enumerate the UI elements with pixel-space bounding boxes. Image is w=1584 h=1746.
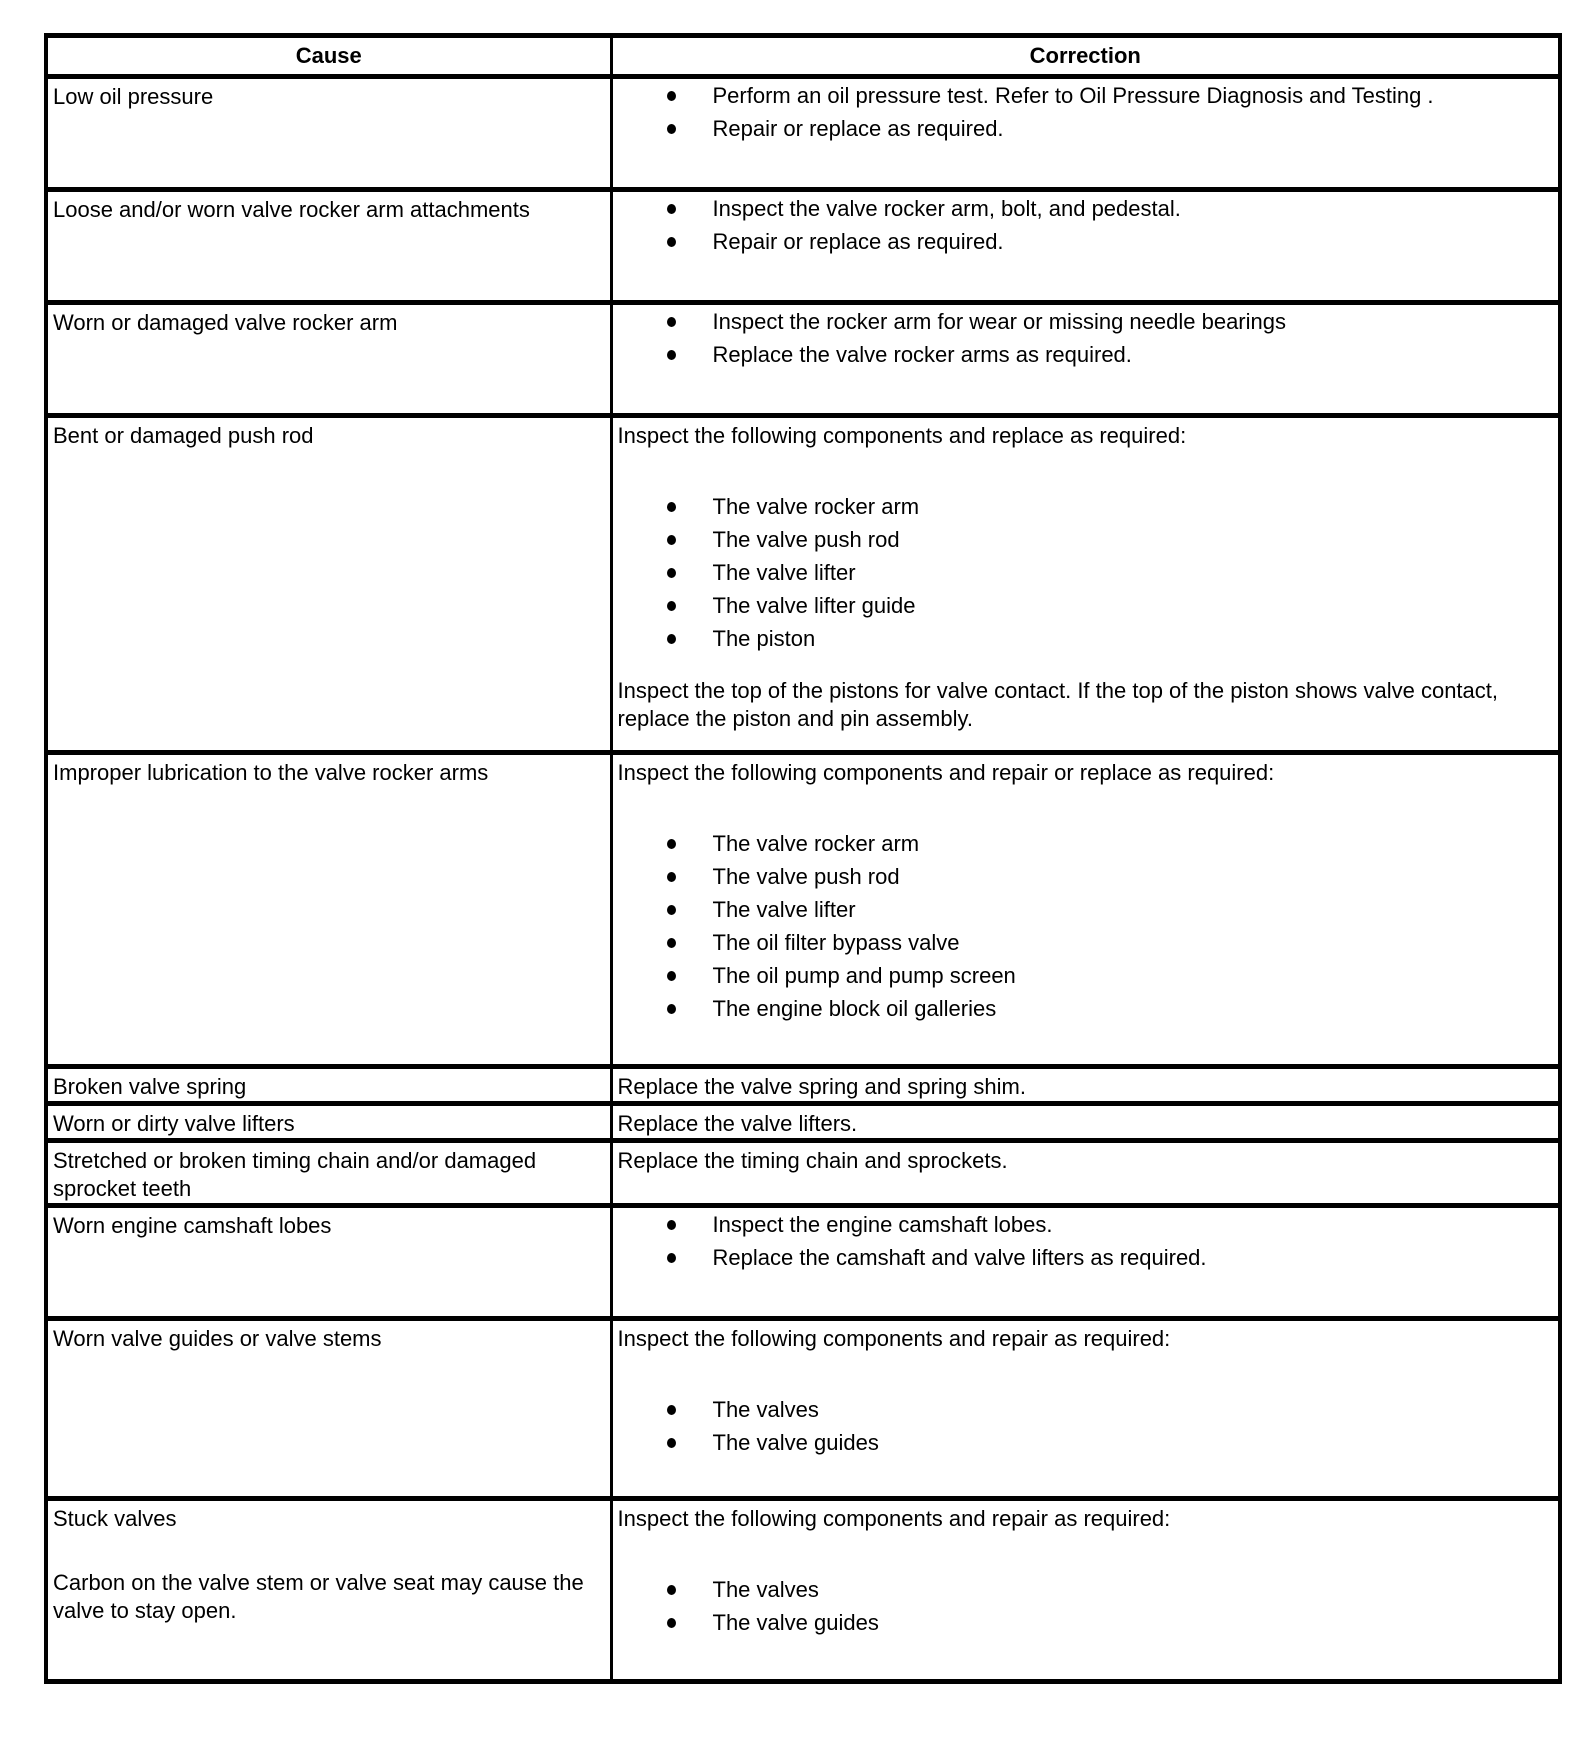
list-item: The oil filter bypass valve [613, 926, 1559, 959]
list-item: The valve lifter [613, 893, 1559, 926]
cause-cell [46, 1319, 611, 1499]
table-row [46, 1206, 1560, 1319]
cause-cell [46, 1206, 611, 1319]
correction-note: Inspect the top of the pistons for valve contact. If the top of the piston shows valve contact, replace the piston and pin assembly. [617, 678, 1499, 731]
correction-cell [611, 303, 1560, 416]
header-correction: Correction [611, 36, 1560, 77]
cause-text: Worn engine camshaft lobes [53, 1213, 332, 1238]
list-item: Replace the camshaft and valve lifters as required. [613, 1241, 1559, 1274]
table-row [46, 1499, 1560, 1682]
correction-text: Replace the valve spring and spring shim. [617, 1074, 1026, 1099]
correction-list [613, 1393, 1559, 1459]
cause-text: Bent or damaged push rod [53, 423, 314, 448]
header-row [46, 36, 1560, 77]
correction-intro: Inspect the following components and replace as required: [617, 423, 1187, 448]
list-item: The engine block oil galleries [613, 992, 1559, 1025]
diagnosis-table [44, 33, 1562, 1684]
list-item: The valve guides [613, 1426, 1559, 1459]
cause-text: Worn or dirty valve lifters [53, 1111, 295, 1136]
correction-list [613, 1208, 1559, 1274]
cause-text: Worn valve guides or valve stems [53, 1326, 382, 1351]
correction-cell [611, 1206, 1560, 1319]
correction-cell [611, 1319, 1560, 1499]
cause-cell [46, 1067, 611, 1104]
correction-intro: Inspect the following components and repair or replace as required: [617, 760, 1275, 785]
cause-text: Low oil pressure [53, 84, 214, 109]
table-row [46, 303, 1560, 416]
cause-text: Stretched or broken timing chain and/or damaged sprocket teeth [53, 1148, 537, 1201]
list-item: The valve rocker arm [613, 490, 1559, 523]
correction-list [613, 192, 1559, 258]
correction-cell [611, 1499, 1560, 1682]
table-row [46, 1067, 1560, 1104]
cause-cell [46, 303, 611, 416]
correction-cell [611, 77, 1560, 190]
table-row [46, 1319, 1560, 1499]
cause-cell [46, 1499, 611, 1682]
correction-intro: Inspect the following components and repair as required: [617, 1506, 1171, 1531]
cause-cell [46, 77, 611, 190]
cause-text: Broken valve spring [53, 1074, 247, 1099]
correction-text: Replace the timing chain and sprockets. [617, 1148, 1008, 1173]
table-row [46, 753, 1560, 1067]
correction-cell [611, 1104, 1560, 1141]
cause-cell [46, 1104, 611, 1141]
list-item: The oil pump and pump screen [613, 959, 1559, 992]
cause-text: Worn or damaged valve rocker arm [53, 310, 398, 335]
list-item: The valves [613, 1393, 1559, 1426]
correction-list [613, 79, 1559, 145]
table-row [46, 190, 1560, 303]
table-row [46, 77, 1560, 190]
cause-cell [46, 753, 611, 1067]
list-item: Inspect the rocker arm for wear or missing needle bearings [613, 305, 1559, 338]
cause-cell [46, 190, 611, 303]
list-item: Repair or replace as required. [613, 225, 1559, 258]
list-item: The valve guides [613, 1606, 1559, 1639]
table-row [46, 1141, 1560, 1206]
cause-cell [46, 416, 611, 753]
list-item: Repair or replace as required. [613, 112, 1559, 145]
list-item: The piston [613, 622, 1559, 655]
cause-text: Loose and/or worn valve rocker arm attachments [53, 197, 530, 222]
list-item: The valve lifter [613, 556, 1559, 589]
correction-cell [611, 1067, 1560, 1104]
correction-list [613, 305, 1559, 371]
cause-note: Carbon on the valve stem or valve seat may cause the valve to stay open. [53, 1570, 584, 1623]
correction-list [613, 1573, 1559, 1639]
table-row [46, 1104, 1560, 1141]
header-cause: Cause [46, 36, 611, 77]
list-item: The valves [613, 1573, 1559, 1606]
list-item: The valve push rod [613, 523, 1559, 556]
cause-cell [46, 1141, 611, 1206]
correction-cell [611, 753, 1560, 1067]
list-item: The valve lifter guide [613, 589, 1559, 622]
correction-cell [611, 416, 1560, 753]
list-item: The valve push rod [613, 860, 1559, 893]
table-row [46, 416, 1560, 753]
correction-intro: Inspect the following components and repair as required: [617, 1326, 1171, 1351]
list-item: Perform an oil pressure test. Refer to Oil Pressure Diagnosis and Testing . [613, 79, 1559, 112]
correction-list [613, 490, 1559, 655]
list-item: The valve rocker arm [613, 827, 1559, 860]
list-item: Replace the valve rocker arms as required. [613, 338, 1559, 371]
cause-text: Improper lubrication to the valve rocker arms [53, 760, 489, 785]
correction-list [613, 827, 1559, 1025]
correction-text: Replace the valve lifters. [617, 1111, 858, 1136]
correction-cell [611, 1141, 1560, 1206]
list-item: Inspect the valve rocker arm, bolt, and pedestal. [613, 192, 1559, 225]
correction-cell [611, 190, 1560, 303]
list-item: Inspect the engine camshaft lobes. [613, 1208, 1559, 1241]
cause-text: Stuck valves [53, 1506, 177, 1531]
